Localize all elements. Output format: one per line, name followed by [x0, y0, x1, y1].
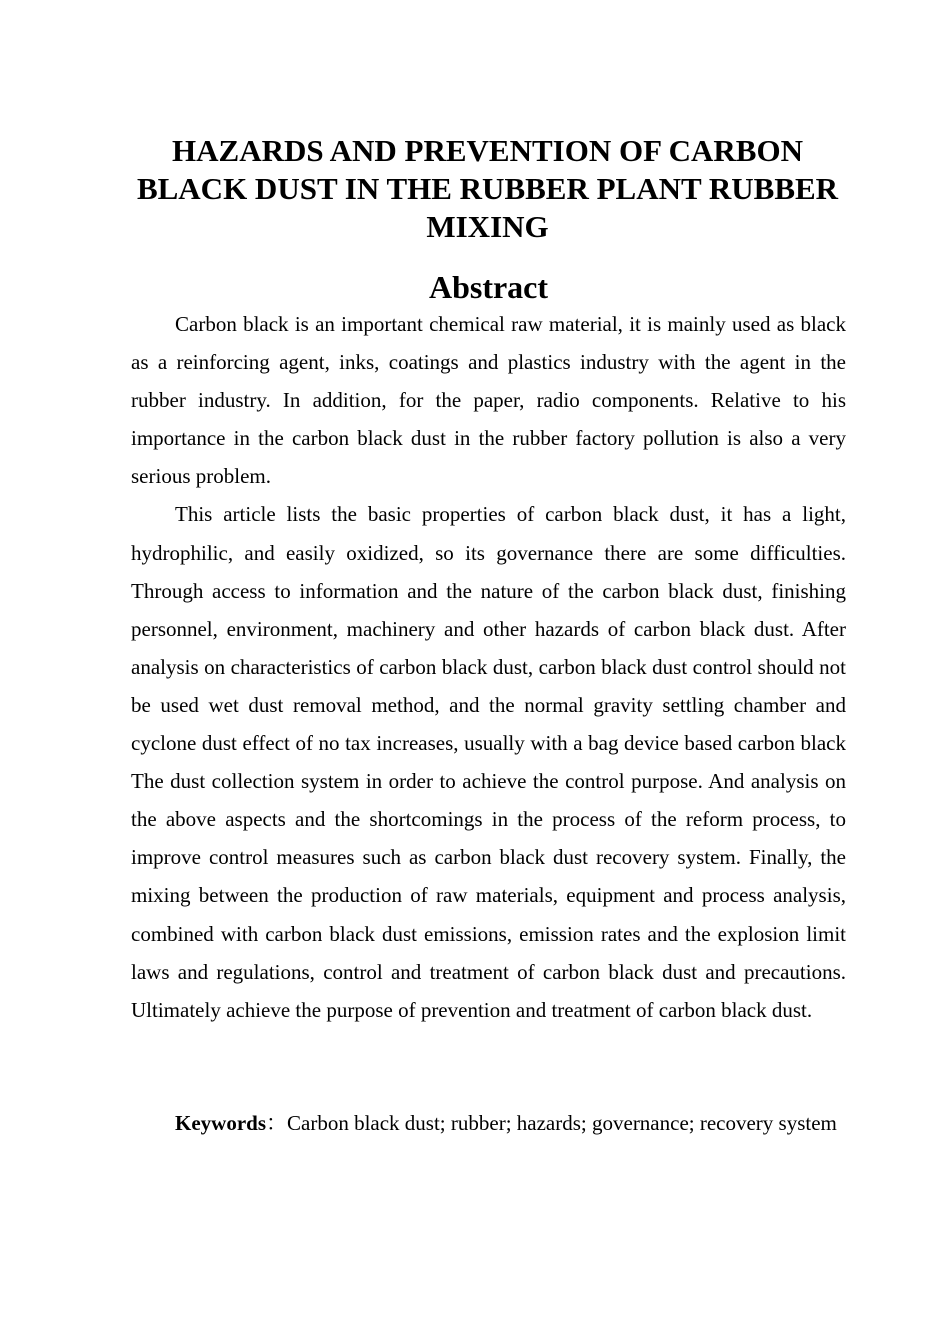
document-title: HAZARDS AND PREVENTION OF CARBON BLACK DUST IN THE RUBBER PLANT RUBBER MIXING	[136, 133, 839, 244]
keywords-label: Keywords	[175, 1111, 266, 1135]
abstract-body	[131, 305, 846, 1029]
abstract-paragraph-1: Carbon black is an important chemical raw material, it is mainly used as black as a reinforcing agent, inks, coatings and plastics industry with the agent in the rubber industry. In addition, for the paper, radio components. Relative to his importance in the carbon black dust in the rubber factory pollution is also a very serious problem.	[131, 312, 846, 489]
keywords-line	[131, 1110, 846, 1137]
keywords-text: Carbon black dust; rubber; hazards; governance; recovery system	[287, 1111, 837, 1135]
abstract-heading: Abstract	[428, 269, 549, 305]
abstract-paragraph-2: This article lists the basic properties of carbon black dust, it has a light, hydrophilic, and easily oxidized, so its governance there are some difficulties. Through access to information and the nature of the carbon black dust, finishing personnel, environment, machinery and other hazards of carbon black dust. After analysis on characteristics of carbon black dust, carbon black dust control should not be used wet dust removal method, and the normal gravity settling chamber and cyclone dust effect of no tax increases, usually with a bag device based carbon black The dust collection system in order to achieve the control purpose. And analysis on the above aspects and the shortcomings in the process of the reform process, to improve control measures such as carbon black dust recovery system. Finally, the mixing between the production of raw materials, equipment and process analysis, combined with carbon black dust emissions, emission rates and the explosion limit laws and regulations, control and treatment of carbon black dust and precautions. Ultimately achieve the purpose of prevention and treatment of carbon black dust.	[131, 502, 846, 1022]
keywords-separator: ：	[266, 1111, 287, 1135]
